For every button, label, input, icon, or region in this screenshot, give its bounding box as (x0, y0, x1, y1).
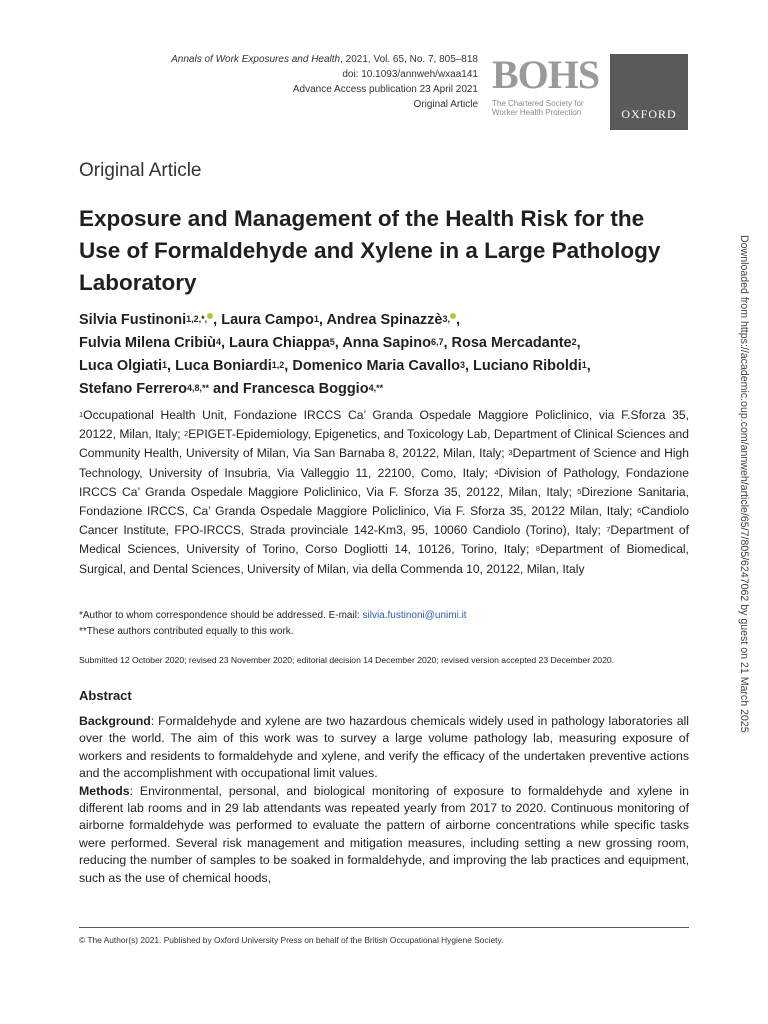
advance-access: Advance Access publication 23 April 2021 (292, 84, 478, 95)
journal-name: Annals of Work Exposures and Health (171, 54, 341, 65)
journal-citation (171, 52, 478, 112)
copyright-footer: © The Author(s) 2021. Published by Oxford University Press on behalf of the British Occupational Hygiene Society. (79, 935, 504, 945)
section-label: Original Article (79, 160, 202, 181)
equal-contribution-note: **These authors contributed equally to this work. (79, 626, 294, 637)
background-label: Background (79, 714, 151, 728)
doi[interactable]: doi: 10.1093/annweh/wxaa141 (342, 69, 478, 80)
author-name[interactable]: Andrea Spinazzè (326, 312, 443, 328)
affil-number: 2 (184, 429, 189, 439)
author-affil: 5 (329, 337, 335, 347)
affil-text: Direzione Sanitaria, Fondazione IRCCS, Ca’ Granda Ospedale Maggiore Policlinico, Via F. Sforza 35, 20122 Milan, Italy; (79, 484, 689, 519)
author-name[interactable]: Fulvia Milena Cribiù (79, 335, 216, 351)
author-name[interactable]: Silvia Fustinoni (79, 312, 187, 328)
affil-text: Department of Biomedical, Surgical, and Dental Sciences, University of Milan, via della Commenda 10, 20122, Milan, Italy (79, 542, 689, 576)
author-name[interactable]: Domenico Maria Cavallo (292, 358, 460, 374)
author-separator: , (213, 312, 222, 328)
author-affil: 3, (442, 314, 450, 324)
footer-divider (79, 927, 689, 928)
download-watermark (735, 235, 753, 800)
author-list (79, 309, 679, 401)
affil-number: 8 (535, 544, 541, 554)
affil-text: Occupational Health Unit, Fondazione IRCCS Ca’ Granda Ospedale Maggiore Policlinico, via F.Sforza 35, 20122, Milan, Italy; (79, 408, 689, 442)
author-name[interactable]: Anna Sapino (342, 335, 431, 351)
author-separator: , (464, 358, 474, 374)
oxford-logo (610, 54, 688, 130)
affil-number: 5 (577, 486, 582, 496)
methods-text: : Environmental, personal, and biological monitoring of exposure to formaldehyde and xylene in different lab rooms and in 29 lab attendants was repeated yearly from 2017 to 2020. Continuous monitoring of airborne formaldehyde was performed to evaluate the pattern of airborne concentrations while specific tasks were performed. Several risk management and mitigation measures, including setting a new grossing room, reducing the number of samples to be soaked in formaldehyde, and improving the lab practices and equipment, such as the use of chemical hoods, (79, 783, 689, 885)
author-name[interactable]: Laura Chiappa (229, 335, 330, 351)
citation-details: , 2021, Vol. 65, No. 7, 805–818 (340, 54, 478, 65)
author-name[interactable]: Laura Campo (221, 312, 314, 328)
author-separator: , (456, 312, 461, 328)
author-affil: 1,2,*, (186, 314, 208, 324)
author-name[interactable]: Luca Olgiati (79, 358, 162, 374)
author-separator: and (209, 381, 243, 397)
author-separator: , (318, 312, 327, 328)
author-name[interactable]: Francesca Boggio (242, 381, 369, 397)
oxford-logo-text: OXFORD (621, 107, 677, 121)
background-text: : Formaldehyde and xylene are two hazardous chemicals widely used in pathology laboratories all over the world. The aim of this work was to survey a large volume pathology lab, measuring exposure of workers and residents to formaldehyde and xylene, and verify the efficacy of the undertaken preventive actions and the accomplishment with occupational limit values. (79, 714, 689, 781)
correspondence-text: *Author to whom correspondence should be addressed. E-mail: (79, 610, 363, 621)
author-separator: , (586, 358, 591, 374)
author-separator: , (443, 335, 452, 351)
author-name[interactable]: Rosa Mercadante (451, 335, 572, 351)
bohs-logo-text: BOHS (492, 52, 600, 97)
author-affil: 6,7 (430, 337, 444, 347)
bohs-logo-subtitle-1: The Chartered Society for (492, 99, 584, 108)
abstract-heading: Abstract (79, 688, 132, 703)
download-watermark-text: Downloaded from https://academic.oup.com/annweh/article/65/7/805/6247062 by guest on 21 March 2025 (738, 235, 750, 733)
correspondence-email-link[interactable]: silvia.fustinoni@unimi.it (362, 610, 467, 621)
author-separator: , (576, 335, 581, 351)
submission-dates: Submitted 12 October 2020; revised 23 November 2020; editorial decision 14 December 2020; revised version accepted 23 December 2020. (79, 655, 615, 665)
methods-label: Methods (79, 783, 130, 798)
affil-text: EPIGET-Epidemiology, Epigenetics, and Toxicology Lab, Department of Clinical Sciences and Community Health, University of Milan, Via San Barnaba 8, 20122, Milan, Italy; (79, 427, 689, 461)
author-affil: 1 (162, 360, 168, 370)
author-affil: 3 (459, 360, 465, 370)
author-affil: 1,2 (271, 360, 285, 370)
affil-number: 4 (494, 467, 499, 477)
affiliations (79, 406, 689, 579)
author-separator: , (167, 358, 176, 374)
affil-text: Department of Medical Sciences, University of Torino, Corso Dogliotti 14, 10126, Torino, Italy; (79, 523, 689, 557)
author-separator: , (284, 358, 293, 374)
author-affil: 1 (581, 360, 587, 370)
affil-text: Division of Pathology, Fondazione IRCCS Ca’ Granda Ospedale Maggiore Policlinico, Via F. Sforza 35, 20122, Milan, Italy; (79, 465, 689, 499)
author-affil: 2 (571, 337, 577, 347)
bohs-logo (492, 52, 600, 127)
article-title: Exposure and Management of the Health Risk for the Use of Formaldehyde and Xylene in a Large Pathology Laboratory (79, 206, 661, 295)
author-affil: 4,8,** (186, 383, 210, 393)
bohs-logo-subtitle-2: Worker Health Protection (492, 108, 582, 117)
author-name[interactable]: Luca Boniardi (175, 358, 272, 374)
affil-text: Candiolo Cancer Institute, FPO-IRCCS, Strada provinciale 142-Km3, 95, 10060 Candiolo (Torino), Italy; (79, 504, 689, 538)
author-separator: , (220, 335, 230, 351)
article-type: Original Article (413, 99, 478, 110)
author-name[interactable]: Luciano Riboldi (473, 358, 582, 374)
author-affil: 4,** (368, 383, 384, 393)
abstract-body (79, 713, 689, 887)
affil-text: Department of Science and High Technology, University of Insubria, Via Valleggio 11, 22100, Como, Italy; (79, 446, 689, 480)
affil-number: 3 (508, 448, 513, 458)
affil-number: 7 (606, 525, 611, 535)
affil-number: 1 (79, 410, 84, 419)
author-affil: 4 (215, 337, 221, 347)
author-name[interactable]: Stefano Ferrero (79, 381, 187, 397)
author-separator: , (334, 335, 343, 351)
correspondence-note (79, 608, 689, 640)
author-affil: 1 (313, 314, 319, 324)
affil-number: 6 (637, 506, 642, 516)
